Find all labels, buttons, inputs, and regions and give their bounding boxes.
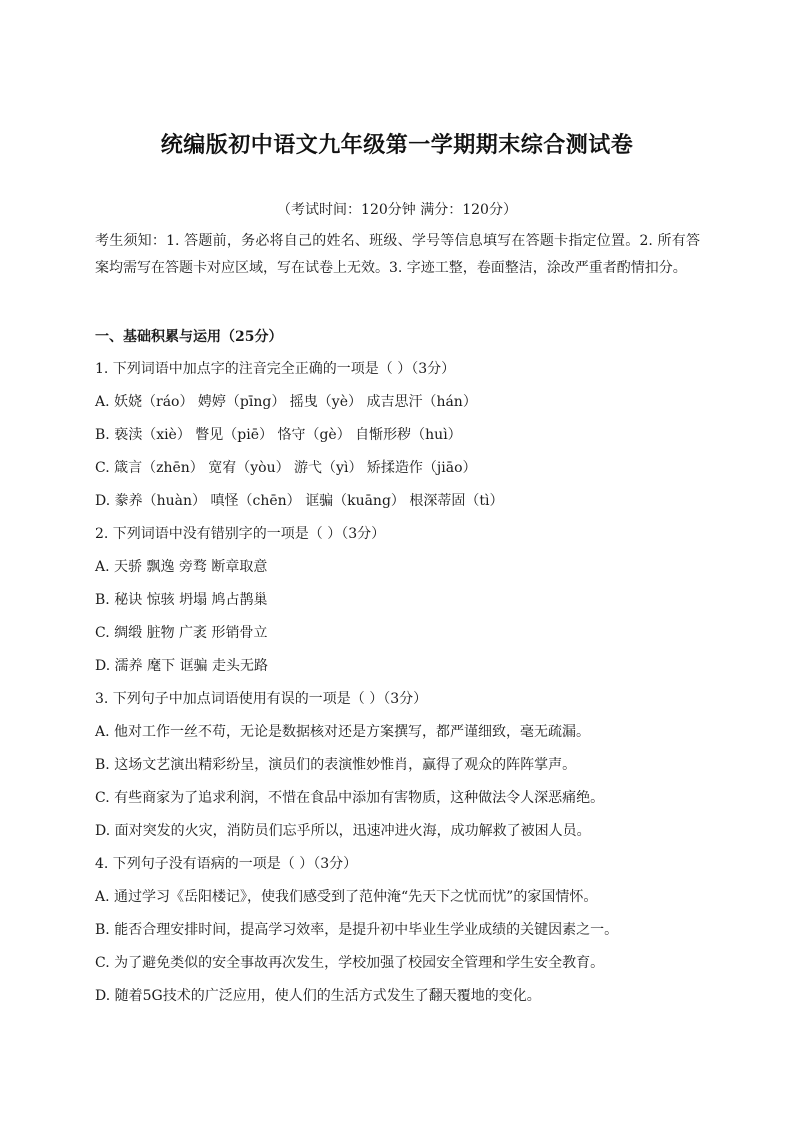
document-title: 统编版初中语文九年级第一学期期末综合测试卷 xyxy=(160,132,634,158)
question-option: B. 能否合理安排时间，提高学习效率，是提升初中毕业生学业成绩的关键因素之一。 xyxy=(95,922,619,938)
question-option: D. 随着5G技术的广泛应用，使人们的生活方式发生了翻天覆地的变化。 xyxy=(95,988,541,1004)
question-stem: 2. 下列词语中没有错别字的一项是（ ）（3分） xyxy=(95,526,386,542)
question-option: A. 天骄 飘逸 旁骛 断章取意 xyxy=(95,559,268,575)
section-heading: 一、基础积累与运用（25分） xyxy=(95,329,283,345)
question-list xyxy=(95,356,700,1016)
question-option: B. 秘诀 惊骇 坍塌 鸠占鹊巢 xyxy=(95,592,268,608)
question-option: A. 妖娆（ráo） 娉婷（pīng） 摇曳（yè） 成吉思汗（hán） xyxy=(95,394,477,410)
question-option: B. 这场文艺演出精彩纷呈，演员们的表演惟妙惟肖，赢得了观众的阵阵掌声。 xyxy=(95,757,577,773)
exam-time-and-score: （考试时间：120分钟 满分：120分） xyxy=(277,202,517,218)
question-option: C. 为了避免类似的安全事故再次发生，学校加强了校园安全管理和学生安全教育。 xyxy=(95,955,605,971)
question-option: B. 亵渎（xiè） 瞥见（piē） 恪守（gè） 自惭形秽（huì） xyxy=(95,427,462,443)
question-option: D. 面对突发的火灾，消防员们忘乎所以，迅速冲进火海，成功解救了被困人员。 xyxy=(95,823,591,839)
question-option: A. 通过学习《岳阳楼记》，使我们感受到了范仲淹“先天下之忧而忧”的家国情怀。 xyxy=(95,889,598,905)
question-option: D. 豢养（huàn） 嗔怪（chēn） 诓骗（kuāng） 根深蒂固（tì） xyxy=(95,493,504,509)
question-option: C. 绸缎 脏物 广袤 形销骨立 xyxy=(95,625,268,641)
question-option: D. 濡养 麾下 诓骗 走头无路 xyxy=(95,658,268,674)
question-option: C. 箴言（zhēn） 宽宥（yòu） 游弋（yì） 矫揉造作（jiāo） xyxy=(95,460,477,476)
question-option: C. 有些商家为了追求利润，不惜在食品中添加有害物质，这种做法令人深恶痛绝。 xyxy=(95,790,605,806)
question-stem: 1. 下列词语中加点字的注音完全正确的一项是（ ）（3分） xyxy=(95,361,456,377)
question-stem: 4. 下列句子没有语病的一项是（ ）（3分） xyxy=(95,856,358,872)
question-option: A. 他对工作一丝不苟，无论是数据核对还是方案撰写，都严谨细致，毫无疏漏。 xyxy=(95,724,591,740)
question-stem: 3. 下列句子中加点词语使用有误的一项是（ ）（3分） xyxy=(95,691,428,707)
candidate-notice: 考生须知：1. 答题前，务必将自己的姓名、班级、学号等信息填写在答题卡指定位置。2. 所有答案均需写在答题卡对应区域，写在试卷上无效。3. 字迹工整，卷面整洁，涂改严重者酌情扣分。 xyxy=(95,233,700,276)
